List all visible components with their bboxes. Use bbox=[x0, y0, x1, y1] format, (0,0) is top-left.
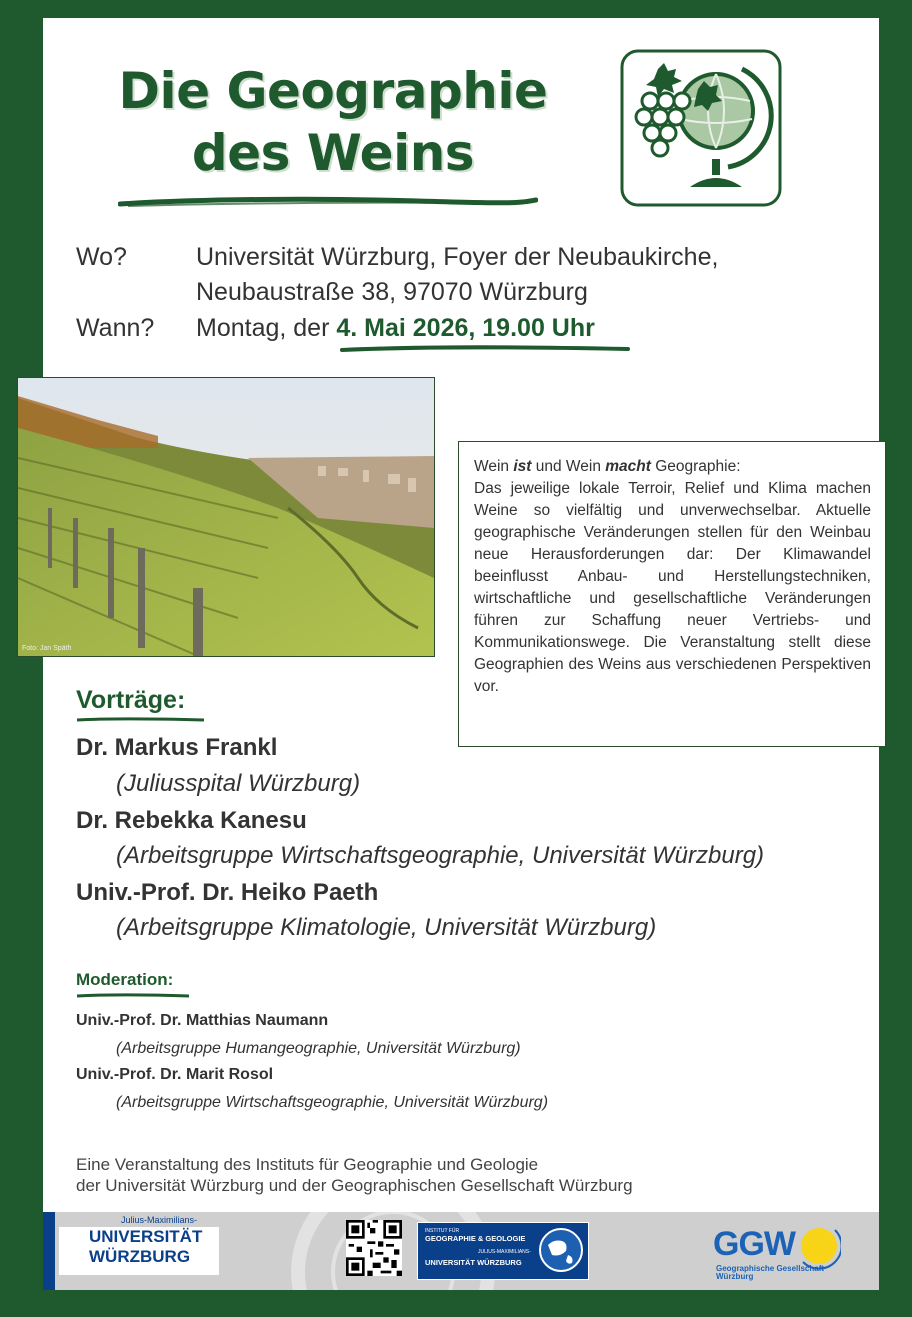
description-body: Das jeweilige lokale Terroir, Relief und Klima machen Weine so vielfältig und unverwechselbar. Aktuelle geographische Veränderungen stellen für den Weinbau neue Herausforderungen dar: Der Klimawandel beeinflusst Anbau- und Herstellungstechniken, wirtschaftliche und gesellschaftliche Veränderungen führen zur Schaffung neuer Vertriebs- und Kommunikationswege. Die Veranstaltung stellt diese Geographien des Weins aus verschiedenen Perspektiven vor. bbox=[474, 480, 871, 695]
page-title bbox=[103, 60, 563, 184]
uni-small-text: Julius-Maximilians- bbox=[121, 1215, 198, 1225]
uni-line-1: UNIVERSITÄT bbox=[89, 1227, 203, 1246]
description-box bbox=[458, 441, 886, 747]
lead-text-2: und Wein bbox=[531, 458, 606, 475]
title-line-1: Die Geographie bbox=[118, 62, 548, 120]
qr-code-icon[interactable] bbox=[346, 1220, 402, 1276]
logo-bar bbox=[43, 1212, 879, 1290]
moderator-2-name: Univ.-Prof. Dr. Marit Rosol bbox=[76, 1066, 274, 1083]
ggw-logo[interactable] bbox=[713, 1217, 873, 1287]
where-line-1: Universität Würzburg, Foyer der Neubaukirche, bbox=[196, 243, 719, 271]
organizer-note bbox=[76, 1154, 633, 1196]
when-value bbox=[196, 314, 595, 343]
description-lead bbox=[474, 456, 871, 478]
inst-jm-text: JULIUS-MAXIMILIANS- bbox=[478, 1249, 531, 1255]
where-label: Wo? bbox=[76, 243, 127, 271]
speaker-2-name: Dr. Rebekka Kanesu bbox=[76, 807, 307, 834]
moderator-2-affiliation: (Arbeitsgruppe Wirtschaftsgeographie, Universität Würzburg) bbox=[116, 1094, 549, 1111]
moderator-1-affiliation: (Arbeitsgruppe Humangeographie, Universität Würzburg) bbox=[116, 1040, 521, 1057]
moderator-1-name: Univ.-Prof. Dr. Matthias Naumann bbox=[76, 1012, 329, 1029]
flyer-page bbox=[22, 18, 879, 1290]
inst-small-text: INSTITUT FÜR bbox=[425, 1228, 460, 1234]
ggw-wordmark: GGW bbox=[713, 1225, 795, 1263]
uni-blue-bar bbox=[43, 1212, 55, 1290]
uni-line-2: WÜRZBURG bbox=[89, 1247, 191, 1266]
event-date: 4. Mai 2026, 19.00 Uhr bbox=[336, 314, 595, 342]
talks-heading: Vorträge: bbox=[76, 686, 186, 714]
when-prefix: Montag, der bbox=[196, 314, 337, 342]
globe-icon bbox=[538, 1227, 584, 1273]
inst-main-text: GEOGRAPHIE & GEOLOGIE bbox=[425, 1234, 526, 1243]
university-logo[interactable] bbox=[43, 1212, 223, 1290]
ggw-subtitle-line-1: Geographische Gesellschaft bbox=[716, 1264, 825, 1273]
speaker-1-name: Dr. Markus Frankl bbox=[76, 734, 278, 761]
ggw-subtitle-line-2: Würzburg bbox=[716, 1272, 754, 1281]
vineyard-photo bbox=[17, 377, 435, 657]
lead-text-1: Wein bbox=[474, 458, 514, 475]
lead-text-3: Geographie: bbox=[650, 458, 741, 475]
uni-wordmark bbox=[59, 1227, 219, 1275]
lead-ist: ist bbox=[513, 458, 532, 475]
title-line-2: des Weins bbox=[191, 124, 475, 182]
speaker-3-name: Univ.-Prof. Dr. Heiko Paeth bbox=[76, 879, 379, 906]
ggw-subtitle bbox=[716, 1265, 824, 1281]
inst-uni-text: UNIVERSITÄT WÜRZBURG bbox=[425, 1258, 522, 1267]
when-label: Wann? bbox=[76, 314, 155, 342]
moderation-heading-underline bbox=[76, 992, 191, 1000]
organizer-line-1: Eine Veranstaltung des Instituts für Geographie und Geologie bbox=[76, 1155, 539, 1174]
lead-macht: macht bbox=[605, 458, 651, 475]
institute-logo[interactable] bbox=[417, 1222, 589, 1280]
speaker-2-affiliation: (Arbeitsgruppe Wirtschaftsgeographie, Universität Würzburg) bbox=[116, 842, 765, 869]
title-underline-stroke bbox=[118, 196, 538, 210]
photo-credit: Foto: Jan Späth bbox=[22, 645, 72, 652]
talks-heading-underline bbox=[76, 716, 206, 724]
organizer-line-2: der Universität Würzburg und der Geographischen Gesellschaft Würzburg bbox=[76, 1176, 633, 1195]
date-underline-stroke bbox=[340, 344, 630, 354]
vineyard-landscape-illustration bbox=[18, 378, 434, 656]
grape-globe-icon bbox=[620, 49, 782, 207]
speaker-1-affiliation: (Juliusspital Würzburg) bbox=[116, 770, 361, 797]
speaker-3-affiliation: (Arbeitsgruppe Klimatologie, Universität Würzburg) bbox=[116, 914, 657, 941]
moderation-heading: Moderation: bbox=[76, 970, 174, 989]
where-line-2: Neubaustraße 38, 97070 Würzburg bbox=[196, 278, 588, 306]
